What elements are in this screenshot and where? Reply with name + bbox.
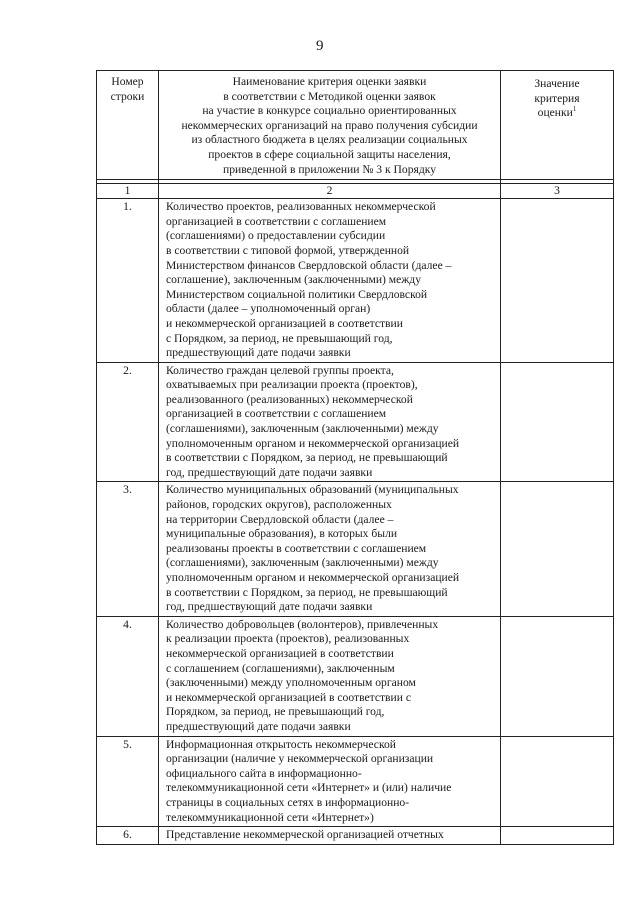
- text-line: Порядком, за период, не превышающий год,: [166, 705, 385, 719]
- text-line: страницы в социальных сетях в информационно-: [166, 795, 410, 809]
- header-value-label: оценки: [537, 106, 573, 120]
- column-number: 3: [501, 184, 614, 199]
- text-line: некоммерческой организацией в соответствии: [166, 646, 394, 660]
- table-row: [97, 362, 614, 482]
- header-criterion-value: [501, 71, 614, 180]
- text-line: официального сайта в информационно-: [166, 766, 362, 780]
- criterion-text: [159, 736, 501, 827]
- header-line: Значение: [534, 77, 580, 90]
- criterion-text: [159, 482, 501, 616]
- header-line: некоммерческих организаций на право получения субсидии: [181, 118, 478, 132]
- row-number: 6.: [97, 827, 159, 845]
- criterion-text: [159, 362, 501, 482]
- text-line: (соглашениями), заключенным (заключенными) между: [166, 422, 439, 436]
- text-line: районов, городских округов), расположенных: [166, 498, 392, 512]
- text-line: области (далее – уполномоченный орган): [166, 302, 371, 316]
- text-line: реализованного (реализованных) некоммерческой: [166, 392, 413, 406]
- header-line: строки: [110, 89, 145, 103]
- text-line: организацией в соответствии с соглашением: [166, 407, 387, 421]
- row-number: 4.: [97, 616, 159, 736]
- text-line: год, предшествующий дате подачи заявки: [166, 465, 373, 479]
- text-line: с соглашением (соглашениями), заключенным: [166, 661, 395, 675]
- text-line: организацией в соответствии с соглашением: [166, 214, 387, 228]
- table-row: [97, 736, 614, 827]
- text-line: с Порядком, за период, не превышающий год,: [166, 331, 393, 345]
- text-line: (соглашениями), заключенным (заключенными) между: [166, 556, 439, 570]
- text-line: предшествующий дате подачи заявки: [166, 719, 351, 733]
- criteria-table: [96, 70, 614, 845]
- text-line: Количество граждан целевой группы проекта,: [166, 363, 394, 377]
- row-number: 2.: [97, 362, 159, 482]
- text-line: и некоммерческой организацией в соответствии с: [166, 690, 411, 704]
- criterion-value-cell: [501, 736, 614, 827]
- text-line: телекоммуникационной сети «Интернет» и (или) наличие: [166, 781, 452, 795]
- text-line: Министерством социальной политики Свердловской: [166, 287, 428, 301]
- text-line: Количество проектов, реализованных некоммерческой: [166, 200, 436, 214]
- criterion-text: [159, 616, 501, 736]
- header-line: Номер: [111, 75, 144, 88]
- table-row: [97, 482, 614, 616]
- text-line: муниципальные образования), в которых были: [166, 527, 398, 541]
- criterion-value-cell: [501, 362, 614, 482]
- text-line: Представление некоммерческой организацией отчетных: [166, 828, 444, 842]
- text-line: (заключенными) между уполномоченным органом: [166, 676, 416, 690]
- text-line: на территории Свердловской области (далее –: [166, 512, 394, 526]
- text-line: к реализации проекта (проектов), реализованных: [166, 632, 410, 646]
- text-line: Информационная открытость некоммерческой: [166, 737, 396, 751]
- text-line: охватываемых при реализации проекта (проектов),: [166, 378, 418, 392]
- header-row-number: [97, 71, 159, 180]
- header-line: [504, 106, 610, 121]
- text-line: в соответствии с Порядком, за период, не превышающий: [166, 585, 448, 599]
- row-number: 5.: [97, 736, 159, 827]
- text-line: уполномоченным органом и некоммерческой организацией: [166, 436, 460, 450]
- text-line: (соглашениями) о предоставлении субсидии: [166, 229, 386, 243]
- criterion-value-cell: [501, 616, 614, 736]
- text-line: Количество добровольцев (волонтеров), привлеченных: [166, 617, 439, 631]
- text-line: телекоммуникационной сети «Интернет»): [166, 810, 374, 824]
- text-line: организации (наличие у некоммерческой организации: [166, 752, 434, 766]
- text-line: в соответствии с Порядком, за период, не превышающий: [166, 451, 448, 465]
- table-row: [97, 199, 614, 363]
- criterion-value-cell: [501, 482, 614, 616]
- criterion-value-cell: [501, 199, 614, 363]
- text-line: соглашение), заключенным (заключенными) между: [166, 273, 421, 287]
- page-number: 9: [316, 38, 324, 54]
- text-line: Министерством финансов Свердловской области (далее –: [166, 258, 452, 272]
- criterion-text: [159, 827, 501, 845]
- column-number: 2: [159, 184, 501, 199]
- row-number: 3.: [97, 482, 159, 616]
- criterion-value-cell: [501, 827, 614, 845]
- text-line: уполномоченным органом и некоммерческой организацией: [166, 571, 460, 584]
- table-header-row: [97, 71, 614, 180]
- criterion-text: [159, 199, 501, 363]
- header-line: проектов в сфере социальной защиты населения,: [208, 147, 451, 161]
- text-line: Количество муниципальных образований (муниципальных: [166, 483, 459, 497]
- header-line: из областного бюджета в целях реализации социальных: [191, 133, 468, 147]
- text-line: в соответствии с типовой формой, утвержденной: [166, 243, 410, 257]
- table-row: [97, 827, 614, 845]
- header-line: в соответствии с Методикой оценки заявок: [223, 89, 436, 103]
- header-line: приведенной в приложении № 3 к Порядку: [223, 162, 436, 176]
- header-criterion-name: [159, 71, 501, 180]
- header-line: критерия: [534, 91, 580, 105]
- header-line: Наименование критерия оценки заявки: [232, 75, 427, 88]
- row-number: 1.: [97, 199, 159, 363]
- text-line: реализованы проекты в соответствии с соглашением: [166, 541, 427, 555]
- column-number: 1: [97, 184, 159, 199]
- column-numbers-row: [97, 184, 614, 199]
- table-row: [97, 616, 614, 736]
- text-line: и некоммерческой организацией в соответствии: [166, 316, 403, 330]
- text-line: предшествующий дате подачи заявки: [166, 346, 351, 360]
- footnote-marker: 1: [572, 105, 577, 114]
- header-line: на участие в конкурсе социально ориентированных: [202, 104, 457, 118]
- text-line: год, предшествующий дате подачи заявки: [166, 600, 373, 614]
